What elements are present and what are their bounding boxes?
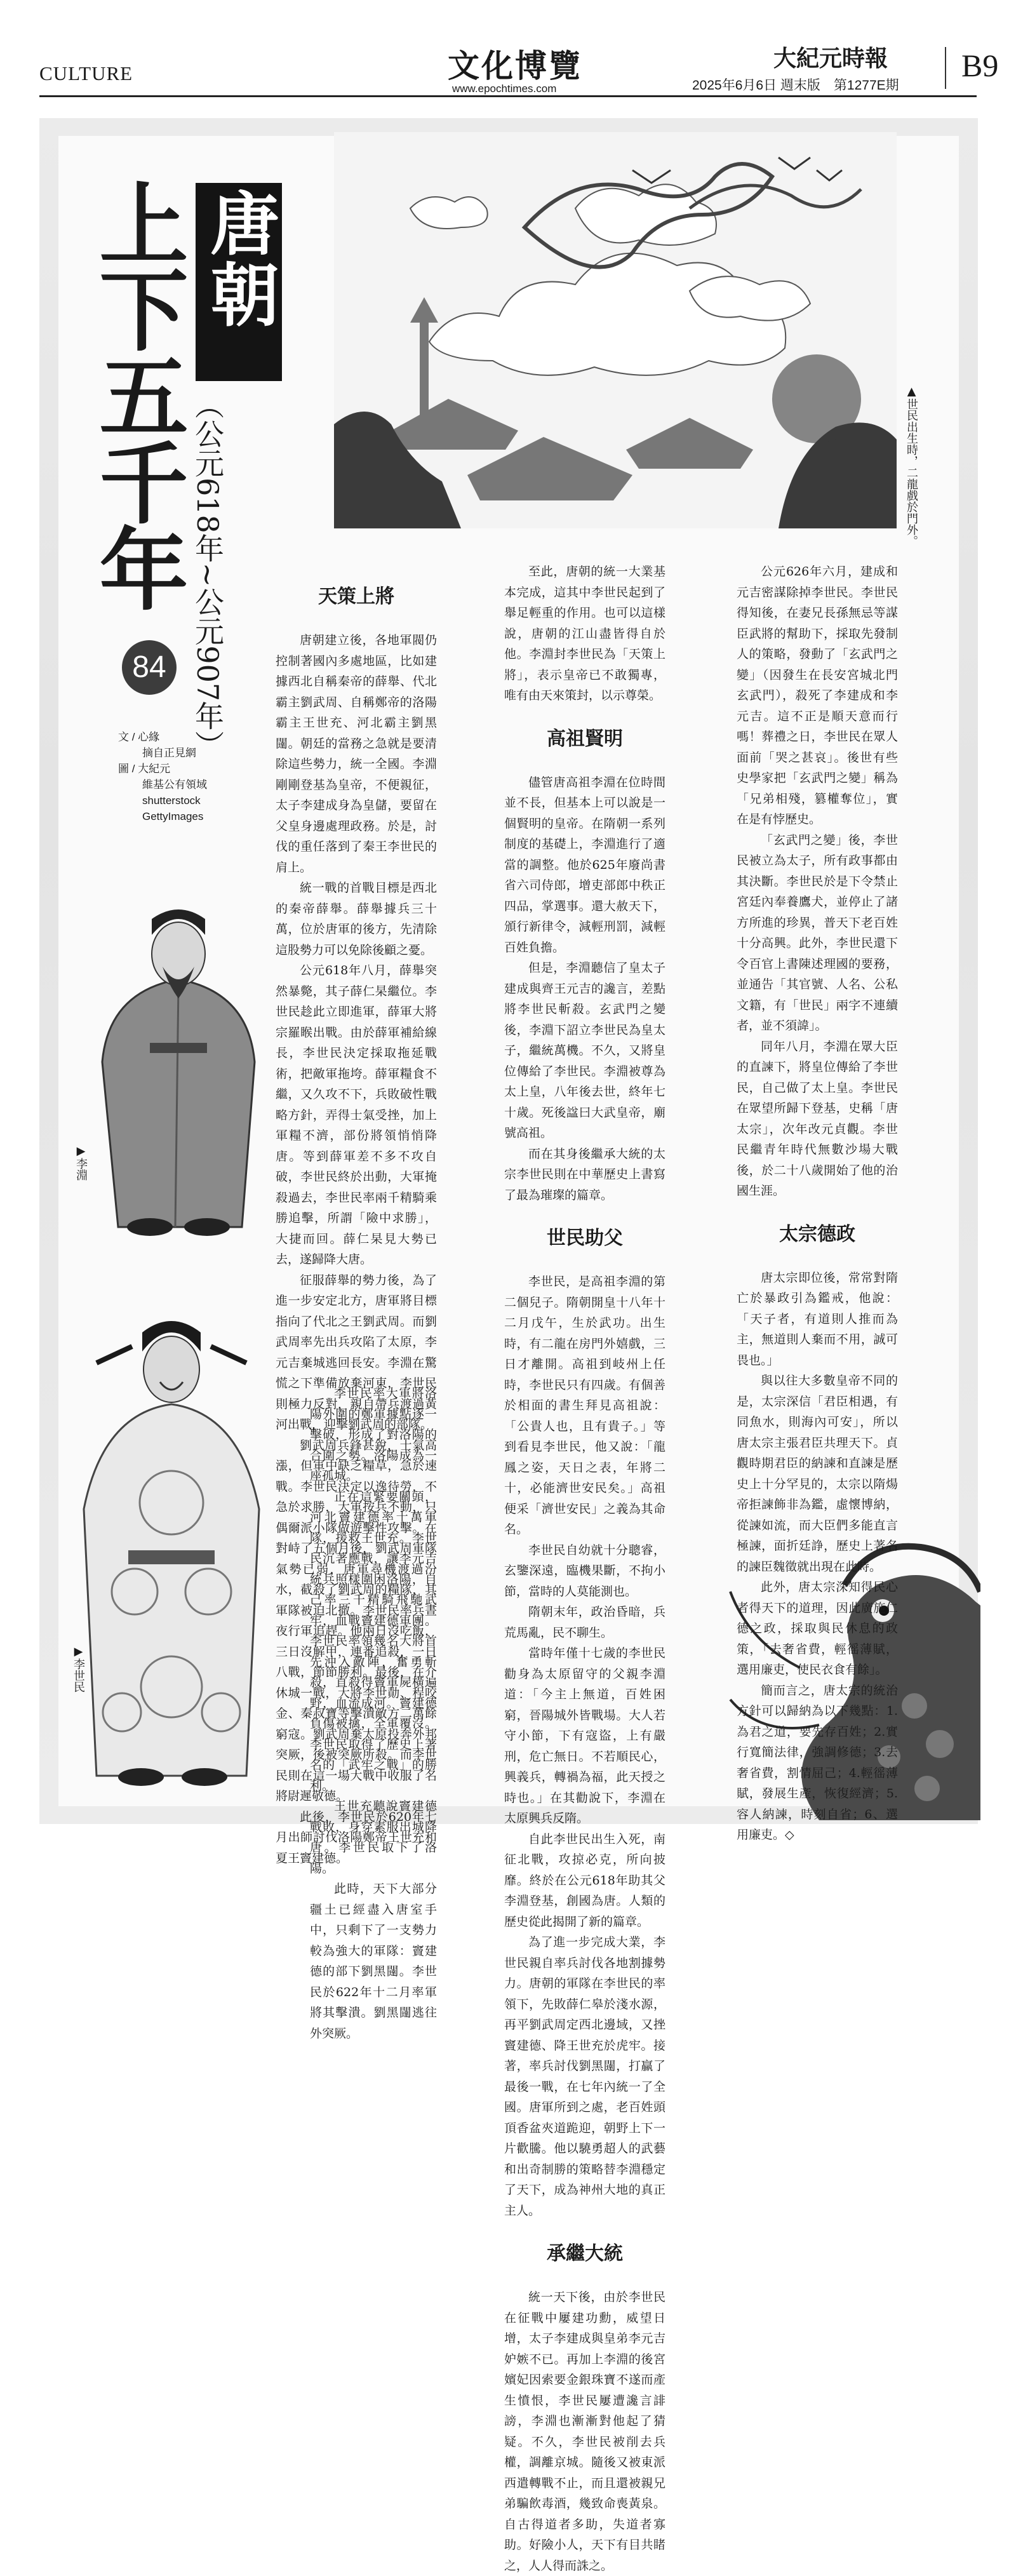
top-image-caption: ▲世民出生時，二龍戲於門外。: [905, 385, 918, 547]
credit-line: 摘自正見網: [142, 747, 196, 759]
paragraph: 正在這緊要關頭，河北竇建德率十萬軍隊，援救王世充。李世民沉著應戰，讓李元吉統兵照樣圍困洛陽，自己率三千精騎飛馳武牢，血戰竇建德軍團。李世民率領幾名大將首先沖入敵陣，奮勇斬殺，直殺得竇軍屍橫遍野，血流成河。竇建德負傷被擒，全軍覆沒。李世民取得了歷史上著名的「武牢之戰」的勝利。: [310, 1489, 437, 1793]
page-number: B9: [961, 48, 999, 83]
section-heading: 太宗德政: [779, 1223, 855, 1245]
paragraph: 隋朝末年，政治昏暗，兵荒馬亂，民不聊生。: [504, 1605, 665, 1640]
page-header: [0, 0, 1016, 112]
paragraph: 與以往大多數皇帝不同的是，太宗深信「君臣相遇，有同魚水，則海內可安」，所以唐太宗主張君臣共理天下。貞觀時期君臣的納諫和直諫是歷史上十分罕見的，太宗以隋煬帝拒諫飾非為鑑，虛懷博納，從諫如流，而大臣們多能直言極諫，面折廷諍，歷史上著名的諫臣魏徵就出現在此時。: [737, 1374, 898, 1574]
paragraph: 當時年僅十七歲的李世民勸身為太原留守的父親李淵道：「今主上無道，百姓困窮，晉陽城外皆戰場。大人若守小節，下有寇盜，上有嚴刑，危亡無日。不若順民心，興義兵，轉禍為福，此天授之時也。」在其勸說下，李淵在太原興兵反隋。: [504, 1646, 665, 1825]
header-divider: [945, 47, 946, 89]
credit-line: 圖 / 大紀元: [118, 763, 171, 775]
section-heading: 承繼大統: [547, 2243, 623, 2265]
li-yuan-portrait: [80, 897, 277, 1237]
header-rule: [39, 95, 977, 97]
paragraph: 但是，李淵聽信了皇太子建成與齊王元吉的讒言，差點將李世民斬殺。玄武門之變後，李淵下詔立李世民為皇太子，繼統萬機。不久，又將皇位傳給了李世民。李淵被尊為太上皇，八年後去世，終年七十歲。死後諡曰大武皇帝，廟號高祖。: [504, 961, 665, 1140]
paragraph: 自此李世民出生入死，南征北戰，攻掠必克，所向披靡。終於在公元618年助其父李淵登基，創國為唐。人類的歷史從此揭開了新的篇章。: [504, 1832, 665, 1929]
site-url[interactable]: www.epochtimes.com: [452, 83, 557, 95]
credits: [118, 729, 207, 824]
paragraph: 公元626年六月，建成和元吉密謀除掉李世民。李世民得知後，在妻兄長孫無忌等謀臣武將的幫助下，採取先發制人的策略，發動了「玄武門之變」（因發生在長安宮城北門玄武門），殺死了李建成和李元吉。這不正是順天意而行嗎！葬禮之日，李世民在眾人面前「哭之甚哀」。後世有些史學家把「玄武門之變」稱為「兄弟相殘，篡權奪位」，實在是有悖歷史。: [737, 565, 898, 826]
newspaper-name: 大紀元時報: [773, 45, 888, 72]
paragraph: 李世民率大軍將洛陽外圍的鄭軍據點逐一擊破，形成了對洛陽的合圍之勢。洛陽成為一座孤城。: [310, 1386, 437, 1483]
paragraph: 公元618年八月，薛舉突然暴斃，其子薛仁杲繼位。李世民趁此立即進軍，薛軍大將宗羅睺出戰。由於薛軍補給線長，李世民決定採取拖延戰術，把敵軍拖垮。薛軍糧食不繼，又久攻不下，兵敗破性戰略方針，弄得士氣受挫，加上軍糧不濟，部份將領悄悄降唐。等到薛軍差不多不攻自破，李世民終於出動，大軍掩殺過去，李世民率兩千精騎乘勝追擊，所謂「險中求勝」，大捷而回。薛仁杲見大勢已去，遂歸降大唐。: [276, 963, 437, 1266]
paragraph: 為了進一步完成大業，李世民親自率兵討伐各地割據勢力。唐朝的軍隊在李世民的率領下，先敗薛仁皋於淺水源，再平劉武周定西北邊域，又挫竇建德、降王世充於虎牢。接著，率兵討伐劉黑闥，打贏了最後一戰，在七年內統一了全國。唐軍所到之處，老百姓頭頂香盆夾道跪迎，朝野上下一片歡騰。他以驍勇超人的武藝和出奇制勝的策略替李淵穩定了天下，成為神州大地的真正主人。: [504, 1935, 665, 2218]
paragraph: 王世充聽說竇建德戰敗，身穿素服出城降唐。李世民取下了洛陽。: [310, 1799, 437, 1875]
paragraph: 至此，唐朝的統一大業基本完成，這其中李世民起到了舉足輕重的作用。也可以這樣說，唐朝的江山盡皆得自於他。李淵封李世民為「天策上將」，表示皇帝已不敢獨專，唯有由天來策封，以示尊榮。: [504, 565, 665, 702]
credit-line: 文 / 心緣: [118, 731, 160, 743]
section-heading: 天策上將: [318, 586, 394, 608]
paragraph: 此外，唐太宗深知得民心者得天下的道理，因此廣施仁德之政，採取與民休息的政策，「去奢省費，輕徭薄賦，選用廉吏，使民衣食有餘」。: [737, 1580, 898, 1677]
dynasty-title: 唐朝: [199, 188, 279, 330]
paragraph: 儘管唐高祖李淵在位時間並不長，但基本上可以說是一個賢明的皇帝。在隋朝一系列制度的基礎上，李淵進行了適當的調整。他於625年廢尚書省六司侍郎，增吏部郎中秩正四品，掌選事。還大赦天下，頒行新律令，減輕刑罰，減輕百姓負擔。: [504, 775, 665, 955]
dragons-palace-illustration: [334, 132, 897, 528]
section-heading: 高祖賢明: [547, 727, 623, 750]
credit-line: shutterstock: [142, 795, 201, 807]
paragraph: 劉武周兵鋒甚銳，士氣高漲，但軍中缺乏糧草，急於速戰。李世民決定以逸待勞，不急於求勝，大軍按兵不動，只偶爾派小隊做遊擊性攻擊。在對峙了五個月後，劉武周軍隊氣勢已弱，唐軍尋機渡過汾水，截殺了劉武周的糧隊，其軍隊被迫北撤。李世民率兵晝夜行軍追趕。他兩日沒吃飯，三日沒解甲，連番追殺，一日八戰，節節勝利。最後，在介休城一戰，大將李世勣、程咬金、秦叔寶等擊潰敵方二萬餘窮寇。劉武周棄太原投奔外邦突厥，後被突厥所殺。而李世民則在這一場大戰中收服了名將尉遲敬德。: [276, 1438, 437, 1803]
paragraph: 此後，李世民於620年七月出師討伐洛陽鄭帝王世充和夏王竇建德。: [276, 1809, 437, 1865]
paragraph: 統一戰的首戰目標是西北的秦帝薛舉。薛舉據兵三十萬，位於唐軍的後方，先清除這股勢力可以免除後顧之憂。: [276, 881, 437, 957]
paragraph: 唐太宗即位後，常常對隋亡於暴政引為鑑戒，他說：「天子者，有道則人推而為主，無道則人棄而不用，誠可畏也。」: [737, 1270, 898, 1367]
paragraph: 統一天下後，由於李世民在征戰中屢建功勳，威望日增，太子李建成與皇弟李元吉妒嫉不已。再加上李淵的後宮嬪妃因索要金銀珠寶不遂而產生憤恨，李世民屢遭讒言誹謗，李淵也漸漸對他起了猜疑。不久，李世民被削去兵權，調離京城。隨後又被東派西遣轉戰不止，而且還被親兄弟騙飲毒酒，幾致命喪黃泉。自古得道者多助，失道者寡助。好險小人，天下有目共睹之，人人得而誅之。: [504, 2290, 665, 2573]
section-label: CULTURE: [39, 62, 133, 84]
article-column-2: [504, 561, 665, 2576]
paragraph: 簡而言之，唐太宗的統治方針可以歸納為以下幾點：1.為君之道，要先存百姓；2.實行寬簡法律，強調修德；3.去奢省費，割情屈己；4.輕徭薄賦，發展生產，恢復經濟；5.容人納諫，時刻自省；6、選用廉吏。◇: [737, 1683, 898, 1842]
paragraph: 唐朝建立後，各地軍閥仍控制著國內多處地區，比如建據西北自稱秦帝的薛舉、代北霸主劉武周、自稱鄭帝的洛陽霸主王世充、河北霸主劉黑闥。朝廷的當務之急就是要清除這些勢力，統一全國。李淵剛剛登基為皇帝，不便親征，太子李建成身為皇儲，要留在父皇身邊處理政務。於是，討伐的重任落到了秦王李世民的肩上。: [276, 633, 437, 875]
credit-line: 維基公有領域: [142, 779, 207, 791]
issue-date: 2025年6月6日 週末版 第1277E期: [692, 78, 899, 93]
paragraph: 李世民，是高祖李淵的第二個兒子。隋朝開皇十八年十二月戊午，生於武功。出生時，有二龍在房門外嬉戲，三日才離開。高祖到岐州上任時，李世民只有四歲。有個善於相面的書生拜見高祖說：「公貴人也，且有貴子。」等到看見李世民，他又說：「龍鳳之姿，天日之表，年將二十，必能濟世安民矣。」高祖便采「濟世安民」之義為其命名。: [504, 1275, 665, 1536]
dynasty-years: （公元618年~公元907年）: [190, 390, 225, 760]
paragraph: 而在其身後繼承大統的太宗李世民則在中華歷史上書寫了最為璀璨的篇章。: [504, 1146, 665, 1202]
li-shimin-portrait: [71, 1293, 272, 1795]
paragraph: 「玄武門之變」後，李世民被立為太子，所有政事都由其決斷。李世民於是下令禁止宮廷內奉養鷹犬，並停止了諸方所進的珍異，普天下老百姓十分高興。此外，李世民還下令百官上書陳述理國的要務，並通告「其官號、人名、公私文籍，有「世民」兩字不連續者，並不須諱」。: [737, 833, 898, 1033]
article-column-3: [737, 561, 898, 1846]
paragraph: 此時，天下大部分疆土已經盡入唐室手中，只剩下了一支勢力較為強大的軍隊：竇建德的部下劉黑闥。李世民於622年十二月率軍將其擊潰。劉黑闥逃往外突厥。: [310, 1882, 437, 2041]
li-yuan-caption: ▶李淵: [74, 1144, 88, 1181]
series-title: 上下五千年: [84, 178, 189, 610]
paragraph: 同年八月，李淵在眾大臣的直諫下，將皇位傳給了李世民，自己做了太上皇。李世民在眾望所歸下登基，史稱「唐太宗」，次年改元貞觀。李世民繼青年時代無數沙場大戰後，於二十八歲開始了他的治國生涯。: [737, 1039, 898, 1198]
paragraph: 李世民自幼就十分聰睿，玄鑒深遠，臨機果斷，不拘小節，當時的人莫能測也。: [504, 1543, 665, 1599]
credit-line: GettyImages: [142, 810, 204, 822]
article-column-1b: [310, 1383, 437, 2044]
episode-badge: 84: [122, 640, 177, 695]
page-title: 文化博覽: [448, 47, 582, 84]
paragraph: 征服薛舉的勢力後，為了進一步安定北方，唐軍將目標指向了代北之王劉武周。而劉武周率先出兵攻陷了太原，李元吉棄城逃回長安。李淵在驚慌之下準備放棄河東，李世民則極力反對，親自帶兵渡過黃河出戰，迎擊劉武周的部隊。: [276, 1273, 437, 1432]
section-heading: 世民助父: [547, 1227, 623, 1249]
li-shimin-caption: ▶李世民: [72, 1645, 85, 1693]
